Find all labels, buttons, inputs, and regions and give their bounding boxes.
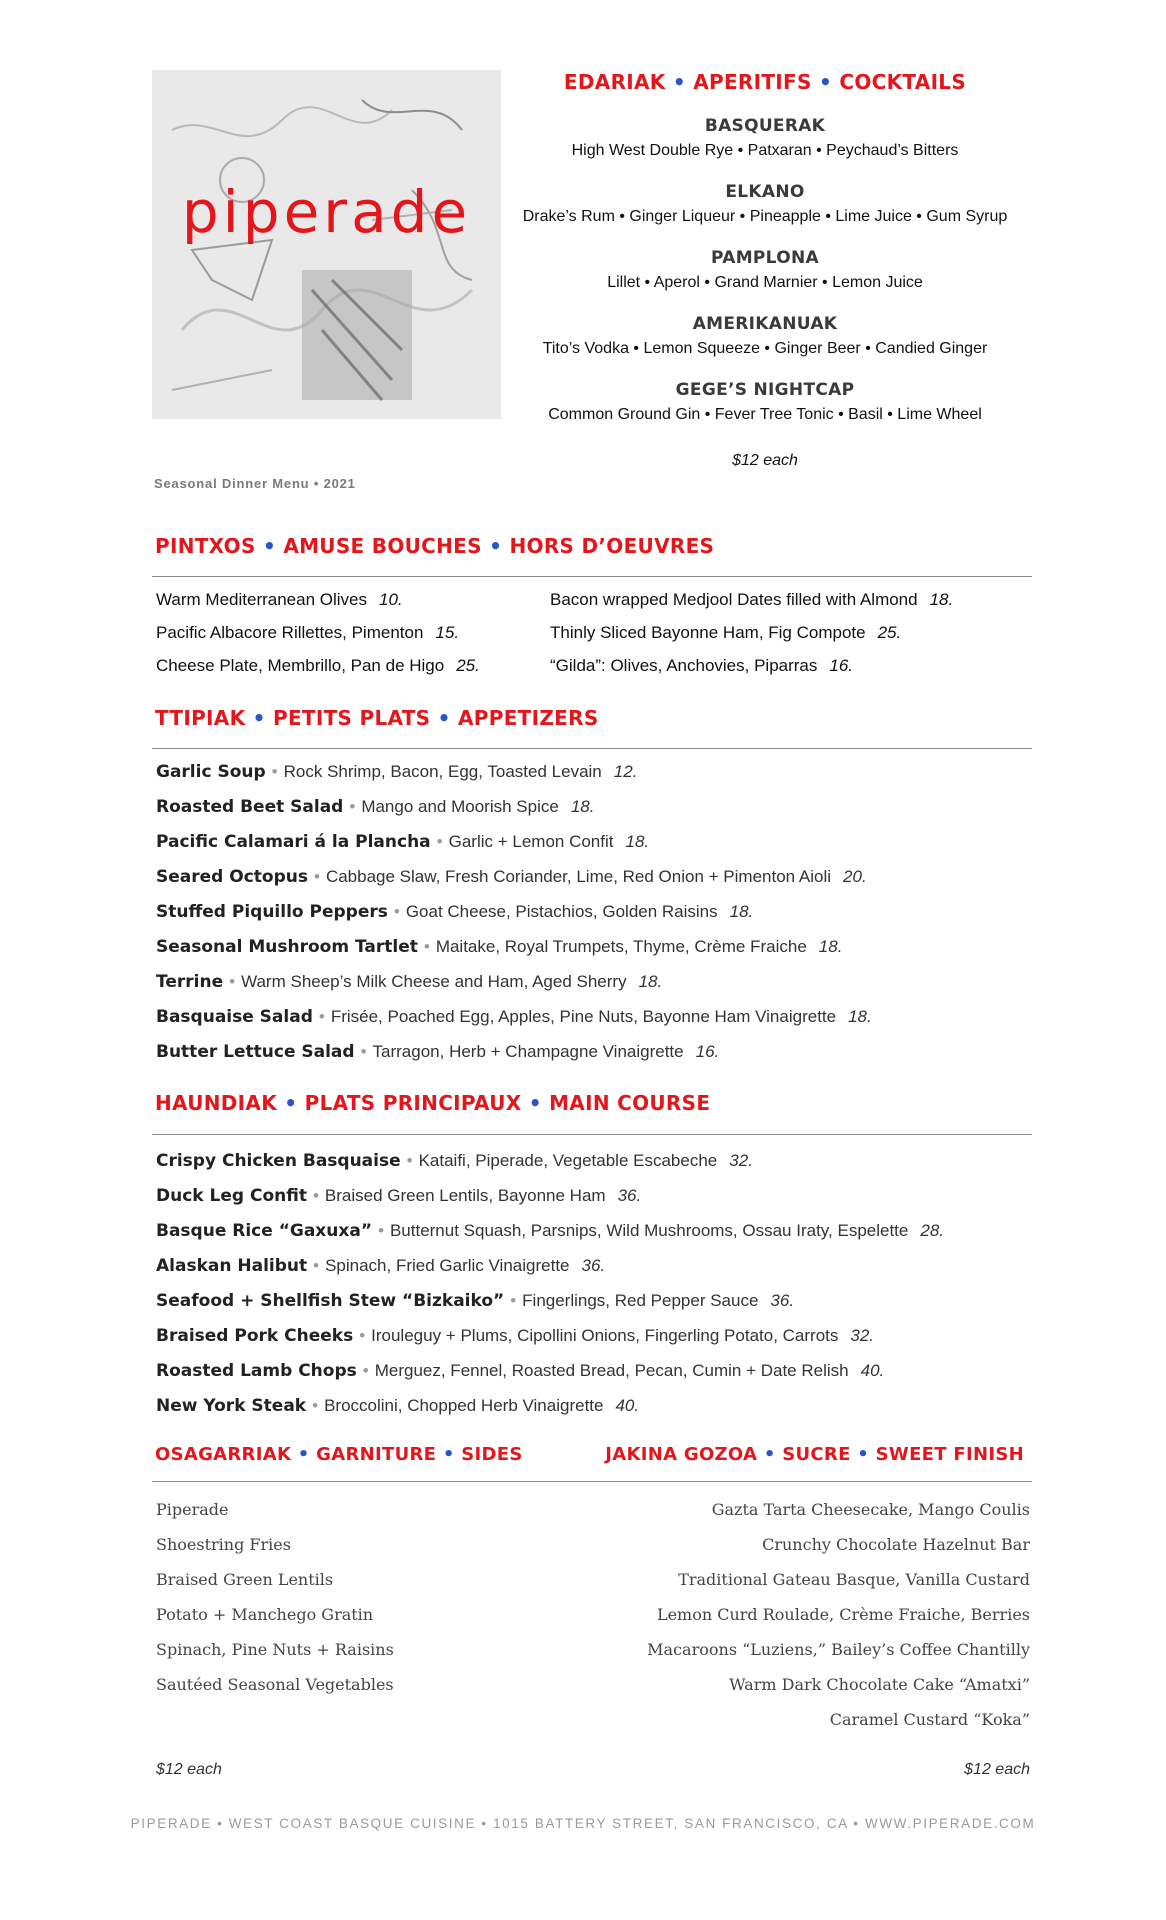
desserts-title: JAKINA GOZOA • SUCRE • SWEET FINISH — [605, 1444, 1024, 1465]
appetizer-item: Pacific Calamari á la Plancha • Garlic + Lemon Confit 18. — [156, 832, 650, 852]
appetizer-item: Seasonal Mushroom Tartlet • Maitake, Royal Trumpets, Thyme, Crème Fraiche 18. — [156, 937, 843, 957]
side-item: Potato + Manchego Gratin — [156, 1605, 374, 1624]
main-item: Basque Rice “Gaxuxa” • Butternut Squash, Parsnips, Wild Mushrooms, Ossau Iraty, Espelette 28. — [156, 1221, 945, 1241]
appetizers-title: TTIPIAK • PETITS PLATS • APPETIZERS — [155, 706, 599, 730]
main-item: Braised Pork Cheeks • Irouleguy + Plums, Cipollini Onions, Fingerling Potato, Carrots 32. — [156, 1326, 875, 1346]
pintxos-item: Bacon wrapped Medjool Dates filled with Almond 18. — [550, 590, 954, 609]
cocktail-ingredients: Common Ground Gin • Fever Tree Tonic • Basil • Lime Wheel — [548, 406, 982, 423]
pintxos-item: Pacific Albacore Rillettes, Pimenton 15. — [156, 623, 460, 642]
logo-text: piperade — [181, 178, 472, 246]
pintxos-item: Warm Mediterranean Olives 10. — [156, 590, 403, 609]
section-divider — [152, 1481, 1032, 1482]
cocktail-item — [520, 116, 1010, 160]
appetizer-item: Stuffed Piquillo Peppers • Goat Cheese, Pistachios, Golden Raisins 18. — [156, 902, 754, 922]
cocktail-item — [520, 182, 1010, 226]
side-item: Shoestring Fries — [156, 1535, 291, 1554]
pintxos-item: “Gilda”: Olives, Anchovies, Piparras 16. — [550, 656, 854, 675]
cocktail-ingredients: Drake’s Rum • Ginger Liqueur • Pineapple • Lime Juice • Gum Syrup — [522, 208, 1008, 225]
cocktail-ingredients: Tito’s Vodka • Lemon Squeeze • Ginger Beer • Candied Ginger — [542, 340, 988, 357]
season-label: Seasonal Dinner Menu • 2021 — [154, 476, 356, 491]
logo-artwork — [152, 70, 501, 419]
cocktail-ingredients: High West Double Rye • Patxaran • Peychaud’s Bitters — [571, 142, 959, 159]
cocktails-title: EDARIAK • APERITIFS • COCKTAILS — [563, 70, 967, 94]
dessert-item: Gazta Tarta Cheesecake, Mango Coulis — [711, 1500, 1030, 1519]
cocktail-name: AMERIKANUAK — [692, 314, 838, 334]
dessert-item: Macaroons “Luziens,” Bailey’s Coffee Chantilly — [647, 1640, 1030, 1659]
cocktail-item — [520, 248, 1010, 292]
appetizer-item: Butter Lettuce Salad • Tarragon, Herb + Champagne Vinaigrette 16. — [156, 1042, 720, 1062]
pintxos-item: Cheese Plate, Membrillo, Pan de Higo 25. — [156, 656, 480, 675]
dessert-item: Lemon Curd Roulade, Crème Fraiche, Berries — [656, 1605, 1030, 1624]
side-item: Spinach, Pine Nuts + Raisins — [156, 1640, 394, 1659]
side-item: Sautéed Seasonal Vegetables — [156, 1675, 394, 1694]
dessert-item: Caramel Custard “Koka” — [829, 1710, 1030, 1729]
pintxos-item: Thinly Sliced Bayonne Ham, Fig Compote 25. — [550, 623, 902, 642]
appetizer-item: Terrine • Warm Sheep’s Milk Cheese and Ham, Aged Sherry 18. — [156, 972, 663, 992]
dessert-item: Crunchy Chocolate Hazelnut Bar — [762, 1535, 1030, 1554]
cocktail-price: $12 each — [732, 452, 798, 469]
cocktails-section — [520, 70, 1010, 470]
appetizer-item: Garlic Soup • Rock Shrimp, Bacon, Egg, Toasted Levain 12. — [156, 762, 638, 782]
footer-address: PIPERADE • WEST COAST BASQUE CUISINE • 1015 BATTERY STREET, SAN FRANCISCO, CA • WWW.PIPERADE.COM — [130, 1816, 1036, 1831]
sides-title: OSAGARRIAK • GARNITURE • SIDES — [155, 1444, 523, 1465]
main-item: Seafood + Shellfish Stew “Bizkaiko” • Fingerlings, Red Pepper Sauce 36. — [156, 1291, 795, 1311]
cocktail-ingredients: Lillet • Aperol • Grand Marnier • Lemon Juice — [607, 274, 923, 291]
side-item: Braised Green Lentils — [156, 1570, 334, 1589]
pintxos-title: PINTXOS • AMUSE BOUCHES • HORS D’OEUVRES — [155, 534, 715, 558]
section-divider — [152, 748, 1032, 749]
dessert-item: Warm Dark Chocolate Cake “Amatxi” — [729, 1675, 1030, 1694]
section-divider — [152, 576, 1032, 577]
main-item: Duck Leg Confit • Braised Green Lentils, Bayonne Ham 36. — [156, 1186, 642, 1206]
desserts-price: $12 each — [964, 1761, 1030, 1778]
cocktail-name: ELKANO — [725, 182, 805, 202]
mains-title: HAUNDIAK • PLATS PRINCIPAUX • MAIN COURSE — [155, 1091, 711, 1115]
cocktail-name: GEGE’S NIGHTCAP — [675, 380, 855, 400]
main-item: Crispy Chicken Basquaise • Kataifi, Piperade, Vegetable Escabeche 32. — [156, 1151, 753, 1171]
sides-price: $12 each — [156, 1761, 222, 1778]
main-item: Alaskan Halibut • Spinach, Fried Garlic Vinaigrette 36. — [156, 1256, 606, 1276]
side-item: Piperade — [156, 1500, 229, 1519]
main-item: New York Steak • Broccolini, Chopped Herb Vinaigrette 40. — [156, 1396, 640, 1416]
section-divider — [152, 1134, 1032, 1135]
main-item: Roasted Lamb Chops • Merguez, Fennel, Roasted Bread, Pecan, Cumin + Date Relish 40. — [156, 1361, 885, 1381]
cocktail-name: BASQUERAK — [704, 116, 826, 136]
dessert-item: Traditional Gateau Basque, Vanilla Custard — [678, 1570, 1030, 1589]
cocktail-item — [520, 380, 1010, 424]
cocktail-name: PAMPLONA — [711, 248, 819, 268]
cocktail-item — [520, 314, 1010, 358]
appetizer-item: Roasted Beet Salad • Mango and Moorish Spice 18. — [156, 797, 595, 817]
appetizer-item: Seared Octopus • Cabbage Slaw, Fresh Coriander, Lime, Red Onion + Pimenton Aioli 20. — [156, 867, 867, 887]
appetizer-item: Basquaise Salad • Frisée, Poached Egg, Apples, Pine Nuts, Bayonne Ham Vinaigrette 18. — [156, 1007, 872, 1027]
